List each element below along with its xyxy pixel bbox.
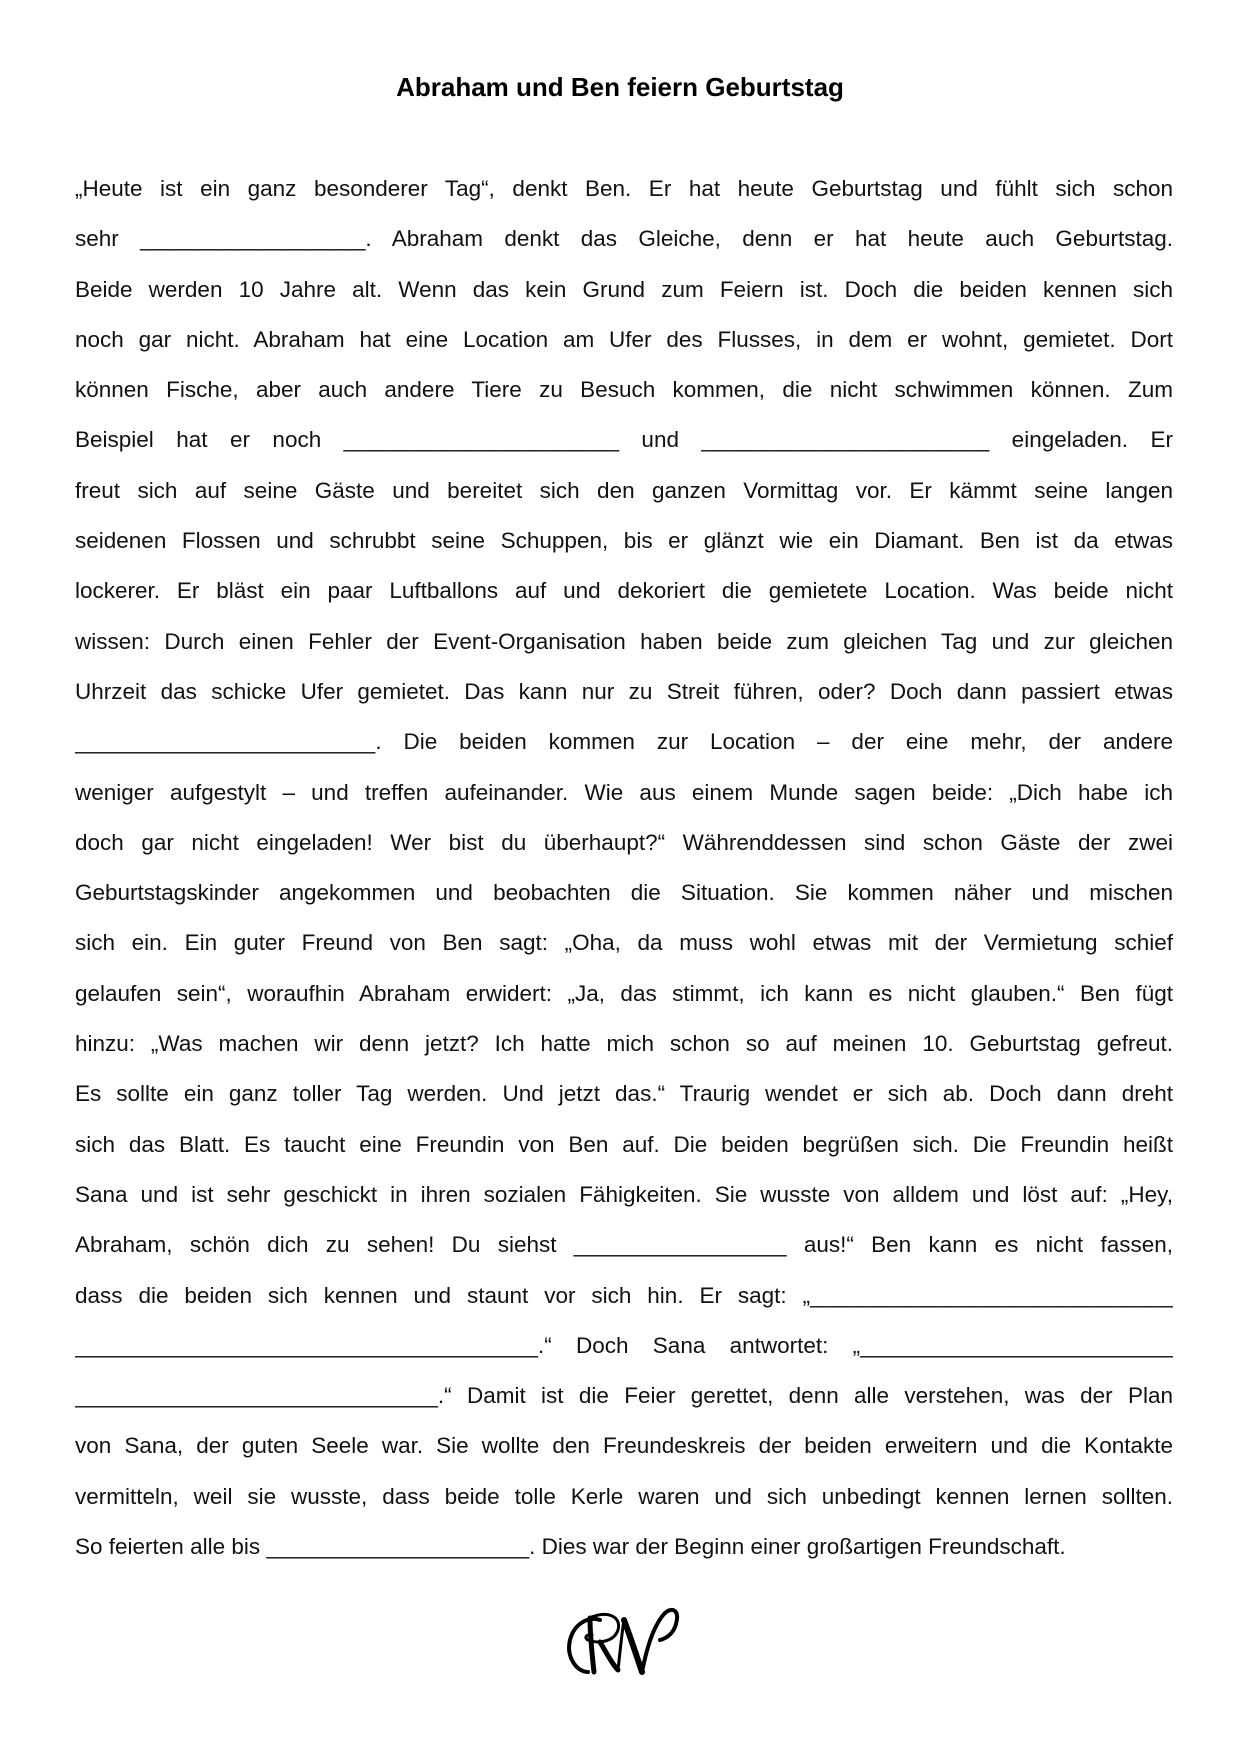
story-text <box>75 174 1173 1582</box>
text-line: „Heute ist ein ganz besonderer Tag“, denkt Ben. Er hat heute Geburtstag und fühlt sich schon <box>75 176 1173 201</box>
text-line: Geburtstagskinder angekommen und beobachten die Situation. Sie kommen näher und mischen <box>75 880 1173 906</box>
text-line: _____________________________.“ Damit ist die Feier gerettet, denn alle verstehen, was der Plan <box>75 1383 1173 1409</box>
text-line: weniger aufgestylt – und treffen aufeinander. Wie aus einem Munde sagen beide: „Dich habe ich <box>75 779 1173 805</box>
rn-signature-logo <box>560 1598 690 1682</box>
text-line: gelaufen sein“, woraufhin Abraham erwidert: „Ja, das stimmt, ich kann es nicht glauben.“ Ben fügt <box>75 980 1173 1006</box>
page-title: Abraham und Ben feiern Geburtstag <box>396 72 844 102</box>
text-line: können Fische, aber auch andere Tiere zu Besuch kommen, die nicht schwimmen können. Zum <box>75 377 1173 403</box>
text-line: Sana und ist sehr geschickt in ihren sozialen Fähigkeiten. Sie wusste von alldem und löst auf: „Hey, <box>75 1181 1173 1207</box>
text-line: freut sich auf seine Gäste und bereitet sich den ganzen Vormittag vor. Er kämmt seine langen <box>75 477 1173 503</box>
text-line: Es sollte ein ganz toller Tag werden. Und jetzt das.“ Traurig wendet er sich ab. Doch dann dreht <box>75 1081 1173 1107</box>
text-line: sich das Blatt. Es taucht eine Freundin von Ben auf. Die beiden begrüßen sich. Die Freundin heißt <box>75 1131 1173 1157</box>
text-line: sehr __________________. Abraham denkt das Gleiche, denn er hat heute auch Geburtstag. <box>75 226 1173 252</box>
text-line: doch gar nicht eingeladen! Wer bist du überhaupt?“ Währenddessen sind schon Gäste der zwei <box>75 829 1173 855</box>
text-line: _____________________________________.“ Doch Sana antwortet: „_________________________ <box>75 1332 1173 1358</box>
text-line: wissen: Durch einen Fehler der Event-Organisation haben beide zum gleichen Tag und zur gleichen <box>75 628 1173 654</box>
text-line: sich ein. Ein guter Freund von Ben sagt: „Oha, da muss wohl etwas mit der Vermietung schief <box>75 930 1173 956</box>
text-line: ________________________. Die beiden kommen zur Location – der eine mehr, der andere <box>75 729 1173 755</box>
text-line: hinzu: „Was machen wir denn jetzt? Ich hatte mich schon so auf meinen 10. Geburtstag gefreut. <box>75 1031 1173 1057</box>
text-line: lockerer. Er bläst ein paar Luftballons auf und dekoriert die gemietete Location. Was beide nicht <box>75 578 1173 604</box>
text-line: von Sana, der guten Seele war. Sie wollte den Freundeskreis der beiden erweitern und die Kontakte <box>75 1433 1173 1459</box>
text-line: vermitteln, weil sie wusste, dass beide tolle Kerle waren und sich unbedingt kennen lernen sollten. <box>75 1483 1173 1509</box>
text-line: Uhrzeit das schicke Ufer gemietet. Das kann nur zu Streit führen, oder? Doch dann passiert etwas <box>75 678 1173 704</box>
text-line: dass die beiden sich kennen und staunt vor sich hin. Er sagt: „_____________________________ <box>75 1282 1173 1308</box>
text-line: Abraham, schön dich zu sehen! Du siehst _________________ aus!“ Ben kann es nicht fassen, <box>75 1232 1173 1258</box>
text-line: Beide werden 10 Jahre alt. Wenn das kein Grund zum Feiern ist. Doch die beiden kennen sich <box>75 276 1173 302</box>
text-line: Beispiel hat er noch ______________________ und _______________________ eingeladen. Er <box>75 427 1173 453</box>
text-line: noch gar nicht. Abraham hat eine Location am Ufer des Flusses, in dem er wohnt, gemietet. Dort <box>75 326 1173 352</box>
text-line-last: So feierten alle bis _____________________. Dies war der Beginn einer großartigen Freundschaft. <box>75 1534 1066 1560</box>
text-line: seidenen Flossen und schrubbt seine Schuppen, bis er glänzt wie ein Diamant. Ben ist da etwas <box>75 528 1173 554</box>
